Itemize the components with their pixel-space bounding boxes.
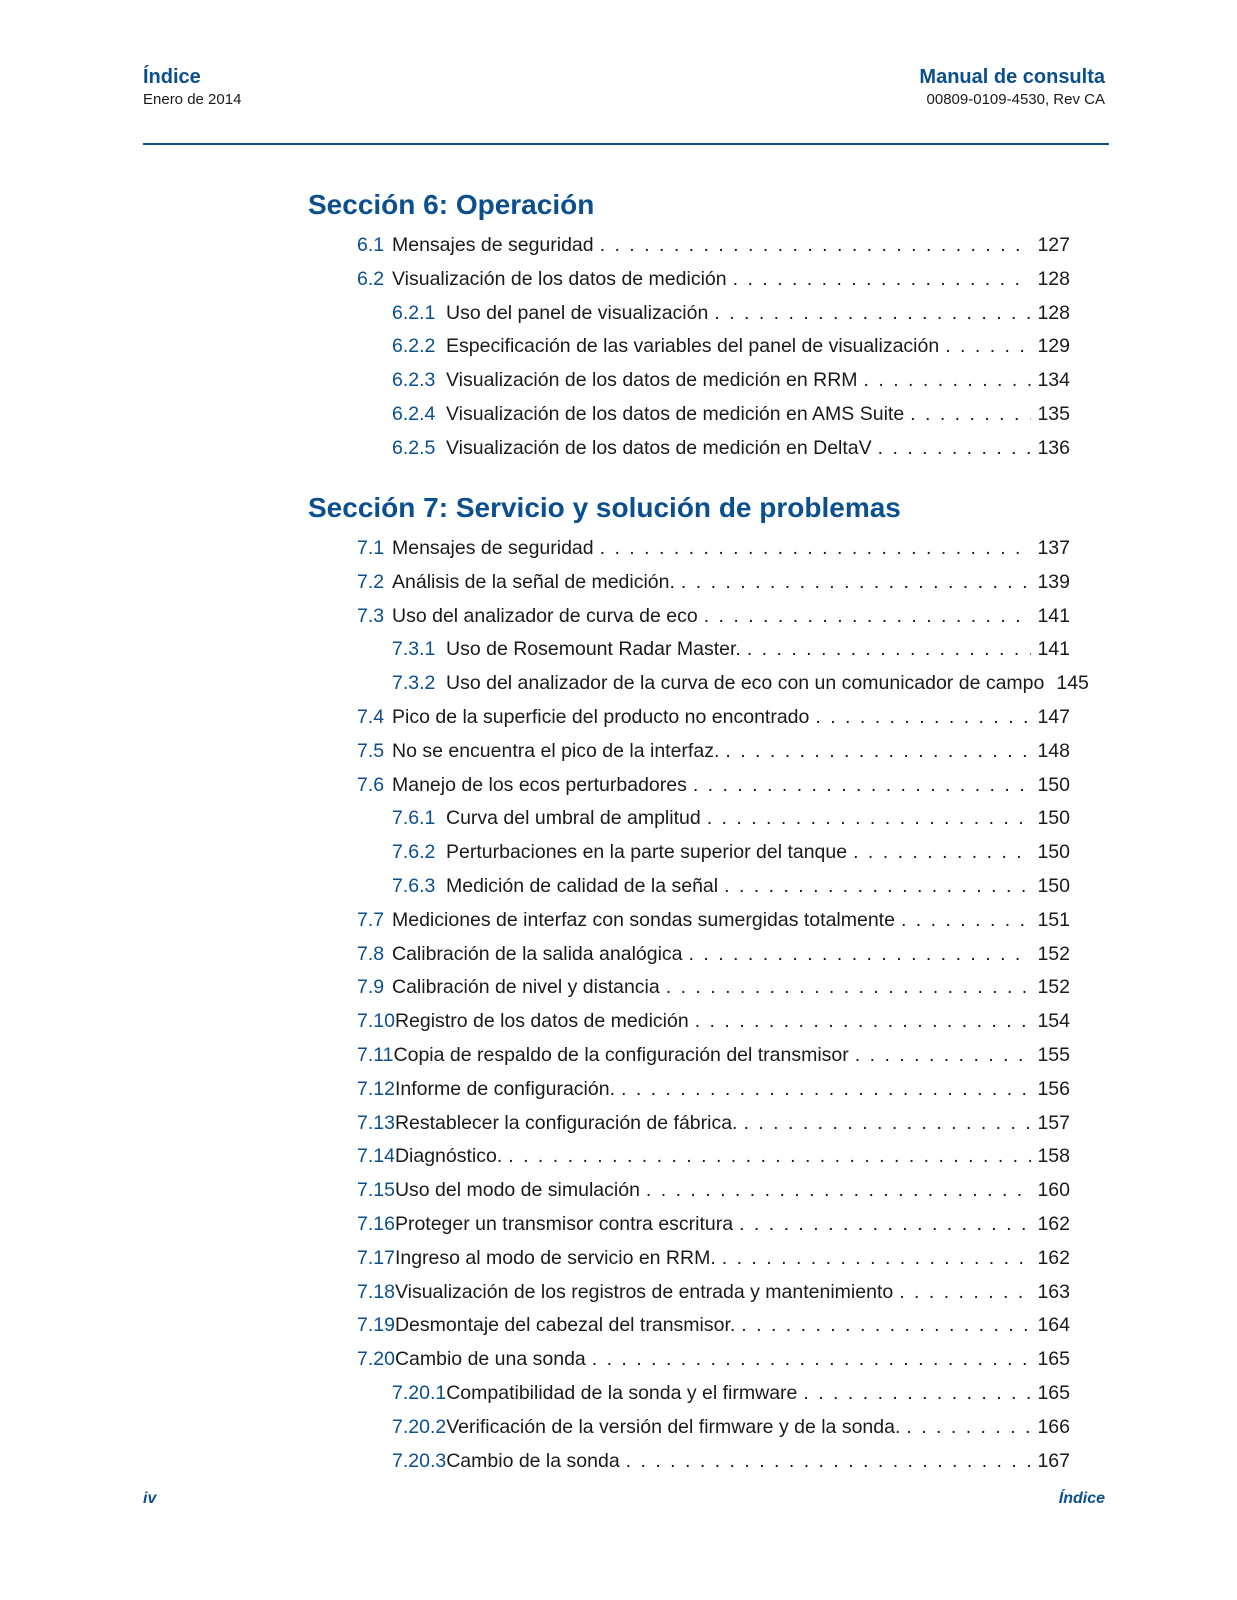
dot-leader — [747, 636, 1032, 662]
toc-entry-title: Visualización de los datos de medición — [392, 268, 727, 290]
dot-leader — [693, 772, 1032, 798]
dot-leader — [704, 603, 1032, 629]
toc-entry-title: Visualización de los datos de medición en AMS Suite — [446, 403, 905, 425]
toc-entry-title: Uso de Rosemount Radar Master. — [446, 638, 741, 660]
toc-entry[interactable] — [357, 1143, 1070, 1169]
toc-entry-page: 129 — [1037, 335, 1070, 357]
toc-entry-title: No se encuentra el pico de la interfaz. — [392, 740, 720, 762]
section-title: Sección 6: Operación — [308, 189, 595, 220]
toc-entry[interactable] — [357, 1279, 1070, 1305]
toc-entry-number: 7.13 — [357, 1112, 395, 1134]
toc-entry-page: 156 — [1037, 1078, 1070, 1100]
toc-entry-number: 7.20.1 — [392, 1382, 447, 1404]
toc-entry-title: Ingreso al modo de servicio en RRM. — [394, 1247, 716, 1269]
toc-entry-title: Uso del panel de visualización — [446, 302, 709, 324]
toc-entry-number: 7.6.2 — [392, 841, 436, 863]
toc-entry[interactable] — [392, 636, 1070, 662]
toc-entry-number: 7.7 — [357, 909, 385, 931]
toc-entry[interactable] — [392, 1414, 1070, 1440]
toc-entry[interactable] — [392, 435, 1070, 461]
dot-leader — [600, 232, 1032, 258]
toc-entry-page: 145 — [1056, 672, 1089, 694]
toc-entry-number: 7.3.1 — [392, 638, 436, 660]
toc-entry-title: Uso del analizador de curva de eco — [392, 605, 698, 627]
toc-entry[interactable] — [357, 1042, 1070, 1068]
toc-entry[interactable] — [357, 266, 1070, 292]
dot-leader — [741, 1312, 1031, 1338]
toc-entry[interactable] — [357, 1346, 1070, 1372]
toc-entry[interactable] — [357, 1245, 1070, 1271]
toc-entry-number: 7.20.2 — [392, 1416, 447, 1438]
toc-entry-page: 167 — [1037, 1450, 1070, 1472]
toc-entry-title: Curva del umbral de amplitud — [446, 807, 701, 829]
toc-entry[interactable] — [357, 738, 1070, 764]
toc-entry[interactable] — [392, 1448, 1070, 1474]
footer-page-number: iv — [143, 1490, 157, 1507]
dot-leader — [646, 1177, 1032, 1203]
toc-entry-title: Perturbaciones en la parte superior del tanque — [446, 841, 848, 863]
toc-entry-title: Uso del analizador de la curva de eco con un comunicador de campo — [446, 672, 1045, 694]
toc-entry[interactable] — [357, 1008, 1070, 1034]
toc-entry-number: 7.4 — [357, 706, 385, 728]
toc-entry[interactable] — [357, 704, 1070, 730]
toc-entry-page: 148 — [1037, 740, 1070, 762]
toc-entry-title: Calibración de nivel y distancia — [392, 976, 660, 998]
toc-entry-page: 165 — [1037, 1348, 1070, 1370]
toc-entry-number: 7.6 — [357, 774, 385, 796]
header-date: Enero de 2014 — [143, 91, 242, 108]
toc-entry-page: 134 — [1037, 369, 1070, 391]
toc-entry-page: 150 — [1037, 875, 1070, 897]
header-doc-number: 00809-0109-4530, Rev CA — [926, 91, 1105, 108]
section-title: Sección 7: Servicio y solución de problemas — [308, 492, 901, 523]
toc-entry-page: 163 — [1037, 1281, 1070, 1303]
toc-entry-page: 139 — [1037, 571, 1070, 593]
toc-entry-title: Visualización de los datos de medición en DeltaV — [446, 437, 872, 459]
toc-entry[interactable] — [357, 1211, 1070, 1237]
toc-entry-number: 6.2.5 — [392, 437, 436, 459]
toc-entry-title: Informe de configuración. — [394, 1078, 615, 1100]
dot-leader — [666, 974, 1032, 1000]
footer-section-label: Índice — [1058, 1490, 1105, 1507]
toc-entry-number: 7.5 — [357, 740, 385, 762]
dot-leader — [906, 1414, 1031, 1440]
toc-entry-number: 7.19 — [357, 1314, 395, 1336]
toc-entry-number: 7.11 — [357, 1044, 394, 1066]
toc-entry-number: 7.12 — [357, 1078, 395, 1100]
toc-entry-number: 7.20.3 — [392, 1450, 447, 1472]
toc-entry-number: 7.16 — [357, 1213, 395, 1235]
dot-leader — [724, 873, 1031, 899]
toc-entry-number: 7.17 — [357, 1247, 395, 1269]
dot-leader — [855, 1042, 1032, 1068]
toc-entry-number: 7.2 — [357, 571, 385, 593]
dot-leader — [878, 435, 1032, 461]
toc-entry-title: Visualización de los registros de entrada y mantenimiento — [394, 1281, 894, 1303]
toc-entry-title: Mensajes de seguridad — [392, 234, 594, 256]
toc-entry[interactable] — [392, 300, 1070, 326]
toc-entry[interactable] — [392, 401, 1070, 427]
dot-leader — [901, 907, 1032, 933]
toc-entry[interactable] — [357, 1312, 1070, 1338]
dot-leader — [626, 1448, 1032, 1474]
toc-entry-page: 141 — [1037, 605, 1070, 627]
dot-leader — [508, 1143, 1031, 1169]
toc-entry-page: 151 — [1037, 909, 1070, 931]
toc-entry-page: 162 — [1037, 1247, 1070, 1269]
header-section-title: Índice — [143, 66, 201, 88]
toc-entry-number: 7.6.3 — [392, 875, 436, 897]
dot-leader — [600, 535, 1032, 561]
toc-entry-page: 164 — [1037, 1314, 1070, 1336]
toc-entry-number: 7.1 — [357, 537, 385, 559]
toc-entry-title: Calibración de la salida analógica — [392, 943, 683, 965]
dot-leader — [733, 266, 1032, 292]
toc-entry-title: Cambio de la sonda — [446, 1450, 620, 1472]
dot-leader — [945, 333, 1031, 359]
dot-leader — [695, 1008, 1032, 1034]
toc-entry[interactable] — [392, 670, 1089, 696]
toc-entry-title: Medición de calidad de la señal — [446, 875, 719, 897]
toc-entry[interactable] — [357, 772, 1070, 798]
toc-entry-page: 157 — [1037, 1112, 1070, 1134]
toc-entry[interactable] — [357, 941, 1070, 967]
toc-entry[interactable] — [392, 367, 1070, 393]
toc-entry-page: 165 — [1037, 1382, 1070, 1404]
toc-entry[interactable] — [392, 333, 1070, 359]
toc-entry-number: 7.15 — [357, 1179, 395, 1201]
dot-leader — [722, 1245, 1032, 1271]
toc-entry-page: 150 — [1037, 841, 1070, 863]
toc-entry-title: Copia de respaldo de la configuración del transmisor — [393, 1044, 849, 1066]
toc-entry-number: 6.2.3 — [392, 369, 436, 391]
toc-entry[interactable] — [392, 839, 1070, 865]
toc-entry-number: 7.3 — [357, 605, 385, 627]
dot-leader — [714, 300, 1031, 326]
toc-entry[interactable] — [392, 1380, 1070, 1406]
toc-entry-number: 6.2.2 — [392, 335, 436, 357]
toc-entry-title: Compatibilidad de la sonda y el firmware — [446, 1382, 798, 1404]
dot-leader — [707, 805, 1032, 831]
toc-entry[interactable] — [357, 535, 1070, 561]
dot-leader — [743, 1110, 1031, 1136]
toc-entry-title: Manejo de los ecos perturbadores — [392, 774, 687, 796]
toc-entry-number: 7.8 — [357, 943, 385, 965]
toc-entry-page: 150 — [1037, 774, 1070, 796]
toc-entry-page: 152 — [1037, 976, 1070, 998]
dot-leader — [689, 941, 1032, 967]
toc-entry-number: 7.9 — [357, 976, 385, 998]
toc-entry-page: 128 — [1037, 302, 1070, 324]
dot-leader — [681, 569, 1032, 595]
toc-entry-number: 7.3.2 — [392, 672, 436, 694]
toc-entry-title: Cambio de una sonda — [394, 1348, 586, 1370]
toc-entry-number: 6.2 — [357, 268, 385, 290]
dot-leader — [592, 1346, 1032, 1372]
toc-entry-title: Análisis de la señal de medición. — [392, 571, 675, 593]
dot-leader — [864, 367, 1032, 393]
toc-entry-title: Proteger un transmisor contra escritura — [394, 1213, 734, 1235]
toc-entry-title: Verificación de la versión del firmware y de la sonda. — [446, 1416, 901, 1438]
toc-entry-title: Mediciones de interfaz con sondas sumergidas totalmente — [392, 909, 895, 931]
toc-entry-page: 155 — [1037, 1044, 1070, 1066]
dot-leader — [739, 1211, 1031, 1237]
toc-entry[interactable] — [357, 1110, 1070, 1136]
dot-leader — [910, 401, 1031, 427]
toc-entry-title: Mensajes de seguridad — [392, 537, 594, 559]
toc-entry-number: 7.6.1 — [392, 807, 436, 829]
toc-entry-number: 7.20 — [357, 1348, 395, 1370]
toc-entry-page: 127 — [1037, 234, 1070, 256]
toc-entry[interactable] — [357, 603, 1070, 629]
toc-entry-page: 128 — [1037, 268, 1070, 290]
toc-entry-number: 7.10 — [357, 1010, 395, 1032]
toc-entry-title: Desmontaje del cabezal del transmisor. — [394, 1314, 736, 1336]
toc-entry-page: 147 — [1037, 706, 1070, 728]
toc-entry-title: Restablecer la configuración de fábrica. — [394, 1112, 738, 1134]
toc-entry[interactable] — [357, 1076, 1070, 1102]
toc-entry-page: 154 — [1037, 1010, 1070, 1032]
toc-entry-title: Especificación de las variables del panel de visualización — [446, 335, 940, 357]
toc-entry[interactable] — [357, 907, 1070, 933]
toc-entry-page: 141 — [1037, 638, 1070, 660]
toc-entry-number: 7.14 — [357, 1145, 395, 1167]
header-manual-title: Manual de consulta — [919, 66, 1105, 88]
toc-entry-title: Uso del modo de simulación — [394, 1179, 640, 1201]
toc-entry-page: 152 — [1037, 943, 1070, 965]
toc-entry[interactable] — [392, 805, 1070, 831]
toc-entry[interactable] — [357, 974, 1070, 1000]
toc-entry-title: Diagnóstico. — [394, 1145, 503, 1167]
toc-entry-number: 7.18 — [357, 1281, 395, 1303]
toc-entry-page: 160 — [1037, 1179, 1070, 1201]
toc-entry-page: 137 — [1037, 537, 1070, 559]
toc-entry-title: Visualización de los datos de medición en RRM — [446, 369, 858, 391]
toc-entry-page: 166 — [1037, 1416, 1070, 1438]
toc-entry-number: 6.2.4 — [392, 403, 436, 425]
toc-entry[interactable] — [357, 569, 1070, 595]
toc-entry-page: 136 — [1037, 437, 1070, 459]
toc-entry-page: 158 — [1037, 1145, 1070, 1167]
toc-entry[interactable] — [357, 232, 1070, 258]
dot-leader — [621, 1076, 1031, 1102]
toc-entry[interactable] — [392, 873, 1070, 899]
dot-leader — [725, 738, 1031, 764]
dot-leader — [853, 839, 1031, 865]
dot-leader — [815, 704, 1031, 730]
dot-leader — [803, 1380, 1031, 1406]
toc-entry-number: 6.1 — [357, 234, 385, 256]
toc-entry-title: Registro de los datos de medición — [394, 1010, 689, 1032]
toc-entry-page: 135 — [1037, 403, 1070, 425]
toc-entry-page: 150 — [1037, 807, 1070, 829]
toc-entry[interactable] — [357, 1177, 1070, 1203]
toc-entry-page: 162 — [1037, 1213, 1070, 1235]
toc-entry-number: 6.2.1 — [392, 302, 436, 324]
toc-entry-title: Pico de la superficie del producto no encontrado — [392, 706, 810, 728]
dot-leader — [899, 1279, 1031, 1305]
